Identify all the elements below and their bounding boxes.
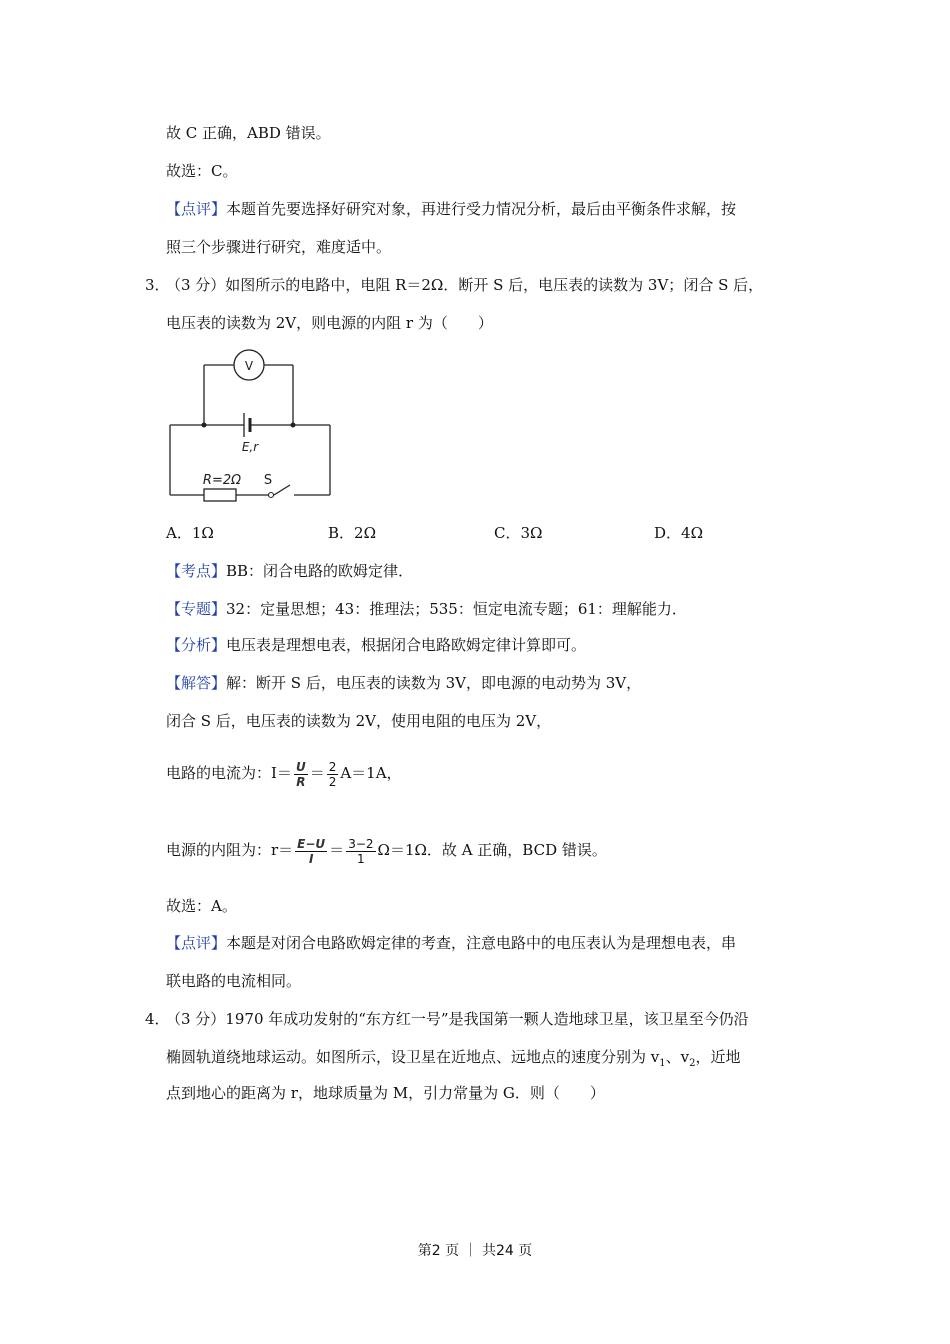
jieda-line: 闭合 S 后，电压表的读数为 2V，使用电阻的电压为 2V， <box>166 712 552 730</box>
source-label: E,r <box>241 440 259 454</box>
question-number: 4． <box>145 1010 170 1028</box>
numerator: U <box>295 759 306 774</box>
dianping-text: 本题是对闭合电路欧姆定律的考查，注意电路中的电压表认为是理想电表，串 <box>226 934 737 952</box>
jieda-text: 解：断开 S 后，电压表的读数为 3V，即电源的电动势为 3V， <box>226 674 642 692</box>
question-text: 电压表的读数为 2V，则电源的内阻 r 为（ ） <box>166 314 493 332</box>
question-text <box>166 1046 741 1075</box>
formula-prefix: 电源的内阻为：r＝ <box>166 841 294 859</box>
subscript: 1 <box>659 1058 666 1069</box>
fraction <box>327 760 339 789</box>
voltmeter-label: V <box>244 359 254 373</box>
text-line: 故选：C。 <box>166 162 238 180</box>
comment-tag: 【点评】 <box>166 200 227 218</box>
dianping-line <box>166 932 736 954</box>
question-number: 3． <box>145 276 170 294</box>
dianping-line: 联电路的电流相同。 <box>166 972 302 990</box>
subscript: 2 <box>689 1058 696 1069</box>
text-part: 椭圆轨道绕地球运动。如图所示，设卫星在近地点、远地点的速度分别为 v <box>166 1048 660 1066</box>
denominator: 2 <box>328 774 337 789</box>
switch-label: S <box>263 473 273 488</box>
denominator: R <box>296 774 306 789</box>
fraction <box>346 837 375 866</box>
page-footer: 第2 页 ｜ 共24 页 <box>417 1243 533 1259</box>
resistor-label: R=2Ω <box>202 473 242 488</box>
text-part: ，近地 <box>695 1048 741 1066</box>
fraction <box>294 760 308 789</box>
numerator: E−U <box>297 836 326 851</box>
denominator: 1 <box>357 851 365 866</box>
option-b[interactable]: B．2Ω <box>328 524 377 542</box>
option-d[interactable]: D．4Ω <box>654 524 704 542</box>
zhuanti-text: 32：定量思想；43：推理法；535：恒定电流专题；61：理解能力． <box>226 600 687 618</box>
fenxi-line <box>166 634 586 656</box>
answer-line: 故选：A。 <box>166 897 237 915</box>
option-c[interactable]: C．3Ω <box>494 524 543 542</box>
kaodian-tag: 【考点】 <box>166 562 227 580</box>
numerator: 2 <box>328 759 337 774</box>
junction-dot <box>291 423 296 428</box>
equals: ＝ <box>329 841 345 859</box>
junction-dot <box>202 423 207 428</box>
fenxi-text: 电压表是理想电表，根据闭合电路欧姆定律计算即可。 <box>226 636 587 654</box>
equals: ＝ <box>309 764 325 782</box>
comment-line <box>166 198 736 220</box>
zhuanti-tag: 【专题】 <box>166 600 227 618</box>
denominator: I <box>308 851 314 866</box>
fraction <box>295 837 327 866</box>
numerator: 3−2 <box>348 836 374 851</box>
text-part: 、v <box>665 1048 690 1066</box>
zhuanti-line <box>166 598 687 620</box>
jieda-line <box>166 672 641 694</box>
current-formula <box>166 756 402 790</box>
kaodian-text: BB：闭合电路的欧姆定律． <box>226 562 414 580</box>
comment-text: 本题首先要选择好研究对象，再进行受力情况分析，最后由平衡条件求解，按 <box>226 200 737 218</box>
circuit-diagram <box>164 345 334 503</box>
text-line: 故 C 正确，ABD 错误。 <box>166 124 331 142</box>
dianping-tag: 【点评】 <box>166 934 227 952</box>
question-text: （3 分）如图所示的电路中，电阻 R＝2Ω．断开 S 后，电压表的读数为 3V；闭合 S 后， <box>166 276 764 294</box>
formula-suffix: A＝1A， <box>340 764 402 782</box>
text-line: 照三个步骤进行研究，难度适中。 <box>166 238 392 256</box>
formula-suffix: Ω＝1Ω．故 A 正确，BCD 错误。 <box>377 841 607 859</box>
question-text: 点到地心的距离为 r，地球质量为 M，引力常量为 G．则（ ） <box>166 1084 605 1102</box>
resistor-icon <box>204 489 236 501</box>
kaodian-line <box>166 560 413 582</box>
switch-contact-icon <box>269 493 274 498</box>
question-text: （3 分）1970 年成功发射的“东方红一号”是我国第一颗人造地球卫星，该卫星至今仍沿 <box>166 1010 749 1028</box>
jieda-tag: 【解答】 <box>166 674 227 692</box>
resistance-formula <box>166 832 607 868</box>
fenxi-tag: 【分析】 <box>166 636 227 654</box>
option-a[interactable]: A．1Ω <box>166 524 214 542</box>
formula-prefix: 电路的电流为：I＝ <box>166 764 292 782</box>
